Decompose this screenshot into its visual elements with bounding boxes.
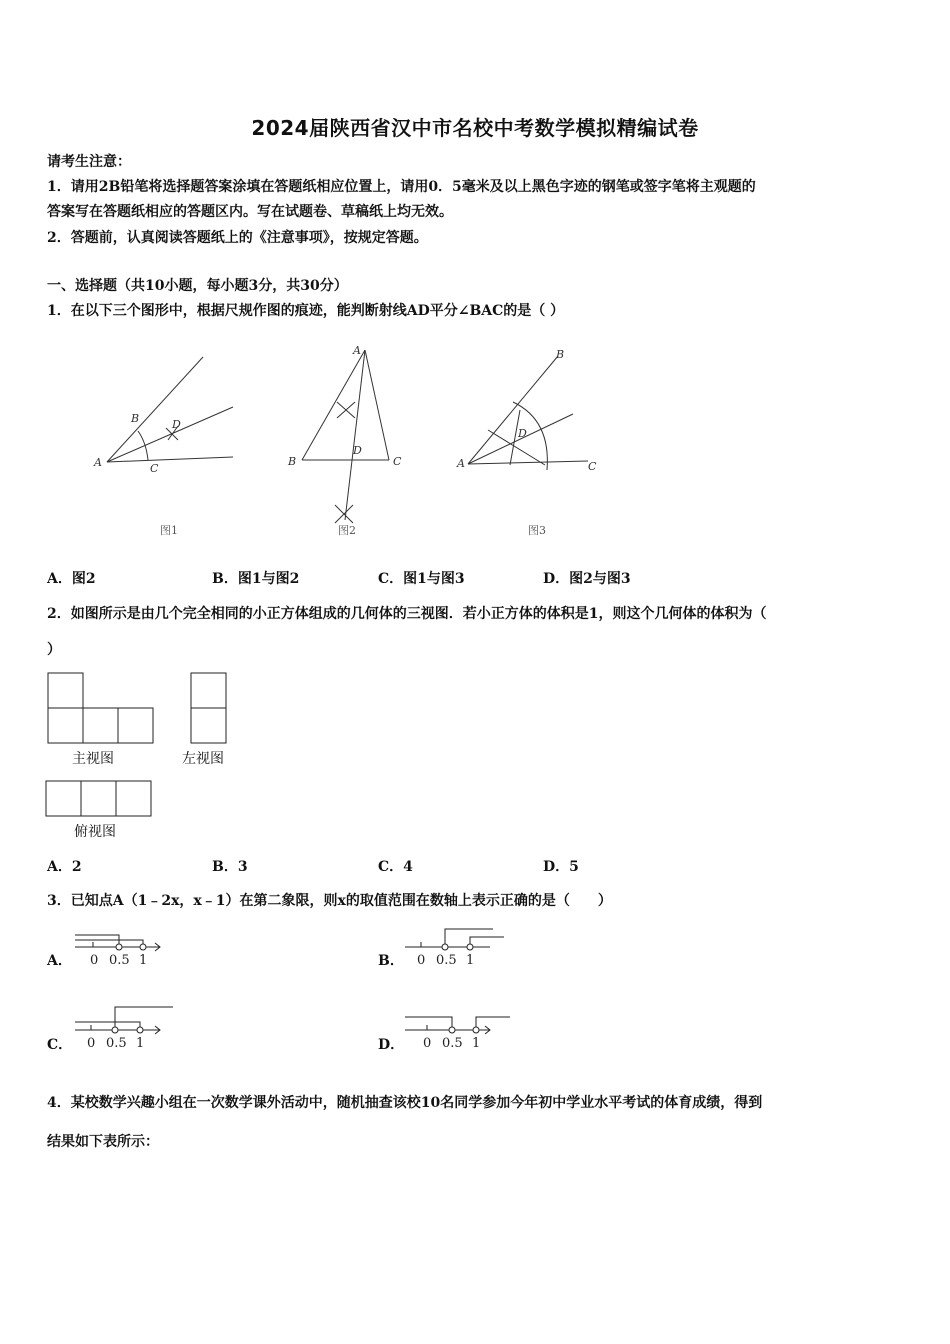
fig2-label-c: C: [393, 455, 402, 468]
q1-option-b[interactable]: B．图1与图2: [212, 571, 300, 587]
fig2-label-b: B: [288, 455, 297, 468]
question-2-stem: 2．如图所示是由几个完全相同的小正方体组成的几何体的三视图．若小正方体的体积是1，则这个几何体的体积为（: [47, 606, 767, 622]
figure-1: [90, 350, 250, 545]
q3-number-line-a: [70, 925, 170, 970]
q2-option-a[interactable]: A．2: [47, 859, 82, 875]
q1-option-c[interactable]: C．图1与图3: [378, 571, 465, 587]
notice-heading: 请考生注意：: [47, 154, 131, 170]
fig1-caption: 图1: [160, 524, 178, 537]
notice-line-2: 2．答题前，认真阅读答题纸上的《注意事项》，按规定答题。: [47, 230, 428, 246]
top-view-label: 俯视图: [74, 824, 116, 840]
q2-option-b[interactable]: B．3: [212, 859, 248, 875]
fig3-label-c: C: [588, 460, 597, 473]
left-view-label: 左视图: [182, 751, 224, 767]
figure-2: [285, 340, 415, 545]
fig3-label-a: A: [457, 457, 465, 470]
fig1-label-a: A: [94, 456, 102, 469]
tick-b-1: 1: [466, 953, 475, 968]
tick-a-0: 0: [90, 953, 99, 968]
section-heading: 一、选择题（共10小题，每小题3分，共30分）: [47, 278, 348, 294]
q3-number-line-b: [400, 925, 510, 970]
tick-c-0: 0: [87, 1036, 96, 1051]
tick-d-1: 1: [472, 1036, 481, 1051]
fig3-caption: 图3: [528, 524, 546, 537]
tick-c-1: 1: [136, 1036, 145, 1051]
q1-option-a[interactable]: A．图2: [47, 571, 96, 587]
tick-d-0: 0: [423, 1036, 432, 1051]
fig3-label-d: D: [518, 427, 527, 440]
page-title: 2024届陕西省汉中市名校中考数学模拟精编试卷: [251, 116, 699, 140]
question-4-stem: 4．某校数学兴趣小组在一次数学课外活动中，随机抽查该校10名同学参加今年初中学业水平考试的体育成绩，得到: [47, 1095, 763, 1111]
question-1-stem: 1．在以下三个图形中，根据尺规作图的痕迹，能判断射线AD平分∠BAC的是（ ）: [47, 303, 565, 319]
fig2-label-a: A: [353, 344, 361, 357]
front-view-label: 主视图: [72, 751, 114, 767]
q3-option-b[interactable]: B．: [378, 953, 404, 969]
q3-number-line-d: [400, 1005, 520, 1050]
tick-a-1: 1: [139, 953, 148, 968]
fig1-label-c: C: [150, 462, 159, 475]
fig1-label-d: D: [172, 418, 181, 431]
question-2-stem-end: ）: [47, 642, 61, 658]
notice-line-1b: 答案写在答题纸相应的答题区内。写在试题卷、草稿纸上均无效。: [47, 204, 453, 220]
tick-c-05: 0.5: [106, 1036, 127, 1051]
q3-option-d[interactable]: D．: [378, 1037, 405, 1053]
q3-option-c[interactable]: C．: [47, 1037, 73, 1053]
q3-option-a[interactable]: A．: [47, 953, 72, 969]
fig2-label-d: D: [353, 444, 362, 457]
notice-line-1: 1．请用2B铅笔将选择题答案涂填在答题纸相应位置上，请用0．5毫米及以上黑色字迹的钢笔或签字笔将主观题的: [47, 179, 756, 195]
fig2-caption: 图2: [338, 524, 356, 537]
q2-option-c[interactable]: C．4: [378, 859, 413, 875]
question-3-stem: 3．已知点A（1﹣2x，x﹣1）在第二象限，则x的取值范围在数轴上表示正确的是（ ）: [47, 893, 612, 909]
tick-b-0: 0: [417, 953, 426, 968]
question-4-stem-end: 结果如下表所示：: [47, 1134, 159, 1150]
fig1-label-b: B: [131, 412, 140, 425]
three-views-figure: [45, 670, 245, 845]
q3-number-line-c: [70, 1005, 180, 1050]
figure-3: [455, 340, 615, 545]
tick-a-05: 0.5: [109, 953, 130, 968]
fig3-label-b: B: [556, 348, 565, 361]
tick-d-05: 0.5: [442, 1036, 463, 1051]
q2-option-d[interactable]: D．5: [543, 859, 579, 875]
tick-b-05: 0.5: [436, 953, 457, 968]
q1-option-d[interactable]: D．图2与图3: [543, 571, 631, 587]
